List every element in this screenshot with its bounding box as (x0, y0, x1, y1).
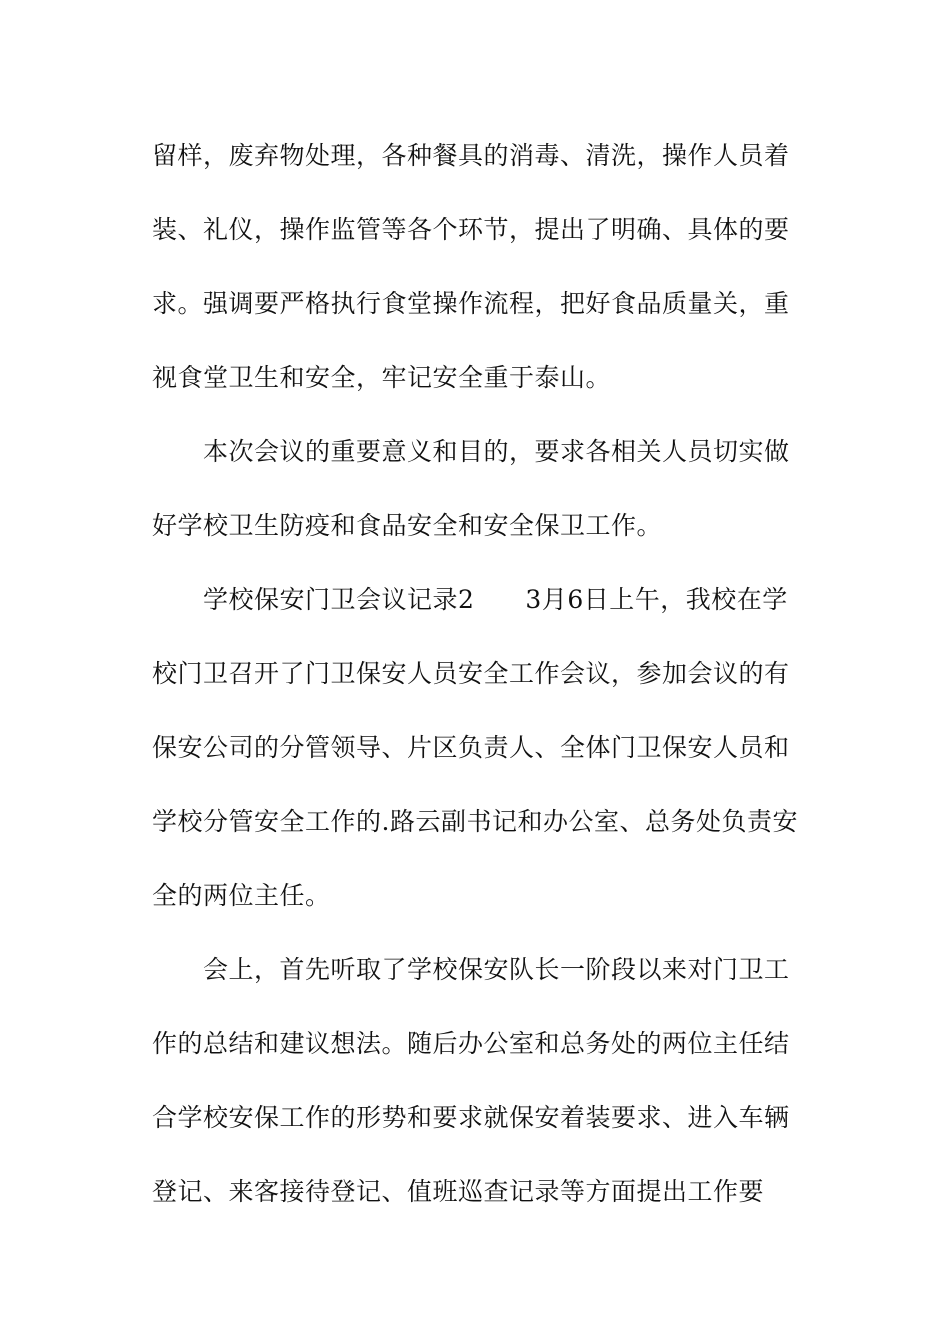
text-line-13: 作的总结和建议想法。随后办公室和总务处的两位主任结 (152, 1029, 790, 1058)
text-line-14: 合学校安保工作的形势和要求就保安着装要求、进入车辆 (152, 1103, 790, 1132)
text-line-12: 会上，首先听取了学校保安队长一阶段以来对门卫工 (152, 955, 790, 984)
text-line-3: 求。强调要严格执行食堂操作流程，把好食品质量关，重 (152, 289, 790, 318)
text-line-5: 本次会议的重要意义和目的，要求各相关人员切实做 (152, 437, 790, 466)
text-line-1: 留样，废弃物处理，各种餐具的消毒、清洗，操作人员着 (152, 141, 790, 170)
text-line-15: 登记、来客接待登记、值班巡查记录等方面提出工作要 (152, 1177, 765, 1206)
text-line-4: 视食堂卫生和安全，牢记安全重于泰山。 (152, 363, 612, 392)
text-line-9: 保安公司的分管领导、片区负责人、全体门卫保安人员和 (152, 733, 790, 762)
text-line-8: 校门卫召开了门卫保安人员安全工作会议，参加会议的有 (152, 659, 790, 688)
text-line-10: 学校分管安全工作的.路云副书记和办公室、总务处负责安 (152, 807, 798, 836)
text-line-2: 装、礼仪，操作监管等各个环节，提出了明确、具体的要 (152, 215, 790, 244)
text-line-11: 全的两位主任。 (152, 881, 331, 910)
text-line-6: 好学校卫生防疫和食品安全和安全保卫工作。 (152, 511, 663, 540)
text-line-7: 学校保安门卫会议记录2 3月6日上午，我校在学 (152, 585, 788, 614)
